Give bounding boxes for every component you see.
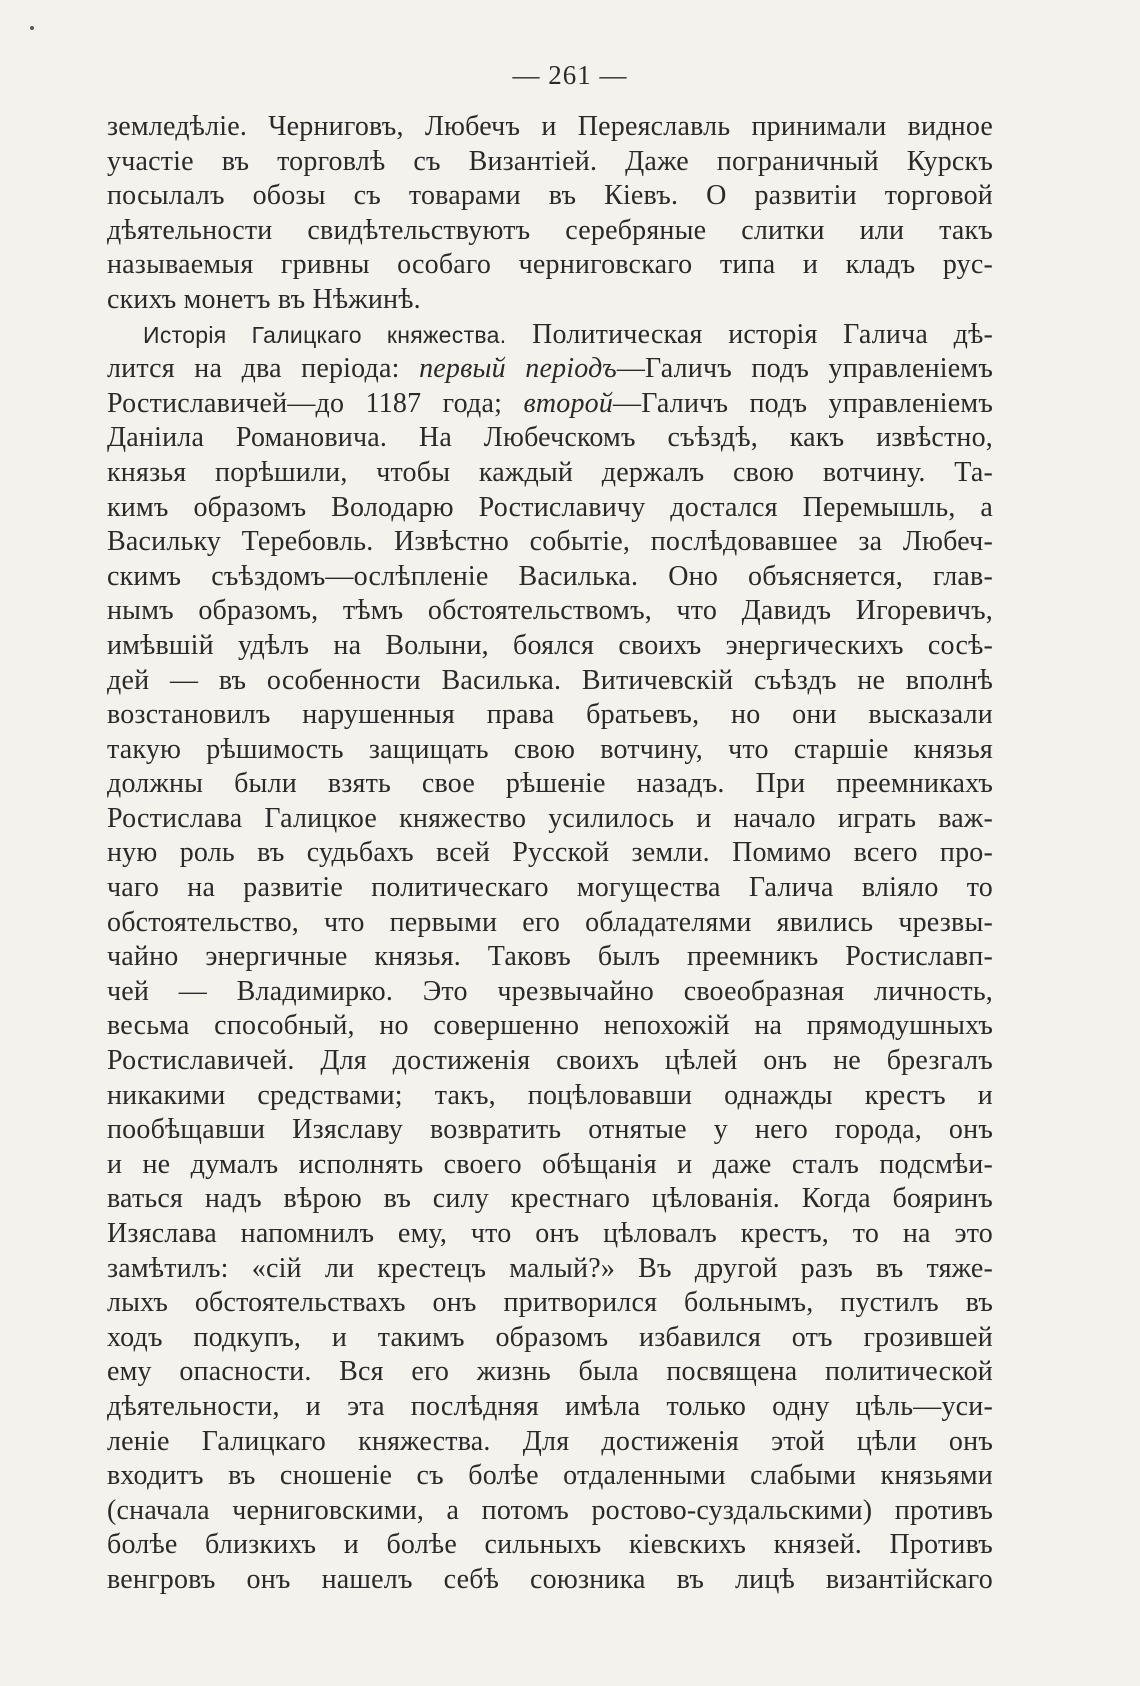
paragraph-2-lines	[107, 421, 993, 1597]
text-run: —Галичъ подъ управленіемъ	[613, 387, 993, 419]
text-line	[107, 352, 993, 387]
text-line: Васильку Теребовль. Извѣстно событіе, послѣдовавшее за Любеч-	[107, 526, 993, 558]
text-line: (сначала черниговскими, а потомъ ростово-суздальскими) противъ	[107, 1494, 993, 1526]
text-line: Даніила Романовича. На Любечскомъ съѣздѣ, какъ извѣстно,	[107, 422, 993, 454]
text-line: венгровъ онъ нашелъ себѣ союзника въ лицѣ византійскаго	[107, 1563, 993, 1595]
text-line: называемыя гривны особаго черниговскаго типа и кладъ рус-	[107, 249, 993, 281]
text-line: ему опасности. Вся его жизнь была посвящена политической	[107, 1356, 993, 1388]
text-line: ваться надъ вѣрою въ силу крестнаго цѣлованія. Когда бояринъ	[107, 1183, 993, 1215]
paragraph-1	[107, 110, 993, 318]
text-line: болѣе близкихъ и болѣе сильныхъ кіевскихъ князей. Противъ	[107, 1529, 993, 1561]
text-line: лыхъ обстоятельствахъ онъ притворился больнымъ, пустилъ въ	[107, 1287, 993, 1319]
text-line: и не думалъ исполнять своего обѣщанія и даже сталъ подсмѣи-	[107, 1148, 993, 1180]
text-line: нымъ образомъ, тѣмъ обстоятельствомъ, что Давидъ Игоревичъ,	[107, 595, 993, 627]
text-line: дѣятельности, и эта послѣдняя имѣла только одну цѣль—уси-	[107, 1390, 993, 1422]
text-line: Изяслава напомнилъ ему, что онъ цѣловалъ крестъ, то на это	[107, 1218, 993, 1249]
text-run: Ростиславичей—до 1187 года;	[107, 387, 524, 419]
page-number: — 261 —	[512, 60, 628, 90]
text-line: земледѣліе. Черниговъ, Любечъ и Переяславль принимали видное	[107, 111, 993, 142]
text-line: леніе Галицкаго княжества. Для достиженія этой цѣли онъ	[107, 1425, 993, 1457]
text-line: участіе въ торговлѣ съ Византіей. Даже пограничный Курскъ	[107, 145, 993, 177]
text-line: должны были взять свое рѣшеніе назадъ. При преемникахъ	[107, 768, 993, 800]
text-line	[107, 318, 993, 353]
section-heading: Исторія Галицкаго княжества.	[143, 321, 507, 348]
text-line: скимъ съѣздомъ—ослѣпленіе Василька. Оно объясняется, глав-	[107, 560, 993, 592]
paragraph-2	[107, 318, 993, 1598]
text-line: возстановилъ нарушенныя права братьевъ, но они высказали	[107, 699, 993, 731]
text-line: обстоятельство, что первыми его обладателями явились чрезвы-	[107, 906, 993, 938]
emphasis-run: второй	[523, 387, 614, 419]
text-line: скихъ монетъ въ Нѣжинѣ.	[107, 283, 421, 315]
text-line: Ростислава Галицкое княжество усилилось и начало играть важ-	[107, 802, 993, 834]
text-line: дей — въ особенности Василька. Витичевскій съѣздъ не вполнѣ	[107, 664, 993, 696]
text-line: ную роль въ судьбахъ всей Русской земли. Помимо всего про-	[107, 837, 993, 869]
text-line: дѣятельности свидѣтельствуютъ серебряные слитки или такъ	[107, 214, 993, 246]
body-text	[107, 110, 993, 1598]
text-run: лится на два періода:	[107, 353, 420, 385]
text-run: —Галичъ подъ управленіемъ	[616, 353, 993, 385]
text-line	[107, 387, 993, 422]
text-line: посылалъ обозы съ товарами въ Кіевъ. О развитіи торговой	[107, 180, 993, 212]
text-line: чайно энергичные князья. Таковъ былъ преемникъ Ростиславп-	[107, 941, 993, 973]
text-line: ходъ подкупъ, и такимъ образомъ избавился отъ грозившей	[107, 1321, 993, 1353]
text-line: чаго на развитіе политическаго могущества Галича вліяло то	[107, 872, 993, 904]
text-line: замѣтилъ: «сій ли крестецъ малый?» Въ другой разъ въ тяже-	[107, 1252, 993, 1284]
text-line: князья порѣшили, чтобы каждый держалъ свою вотчину. Та-	[107, 456, 993, 488]
text-line: такую рѣшимость защищать свою вотчину, что старшіе князья	[107, 733, 993, 765]
text-line: входитъ въ сношеніе съ болѣе отдаленными слабыми князьями	[107, 1460, 993, 1492]
text-line: весьма способный, но совершенно непохожій на прямодушныхъ	[107, 1010, 993, 1042]
text-line: Ростиславичей. Для достиженія своихъ цѣлей онъ не брезгалъ	[107, 1045, 993, 1077]
text-line: имѣвшій удѣлъ на Волыни, боялся своихъ энергическихъ сосѣ-	[107, 629, 993, 661]
text-run: Политическая исторія Галича дѣ-	[532, 318, 993, 350]
margin-dot	[30, 26, 34, 30]
text-line: чей — Владимирко. Это чрезвычайно своеобразная личность,	[107, 975, 993, 1007]
emphasis-run: первый періодъ	[419, 353, 617, 385]
text-line: никакими средствами; такъ, поцѣловавши однажды крестъ и	[107, 1079, 993, 1111]
text-line: кимъ образомъ Володарю Ростиславичу достался Перемышль, а	[107, 491, 993, 523]
text-line: пообѣщавши Изяславу возвратить отнятые у него города, онъ	[107, 1114, 993, 1146]
